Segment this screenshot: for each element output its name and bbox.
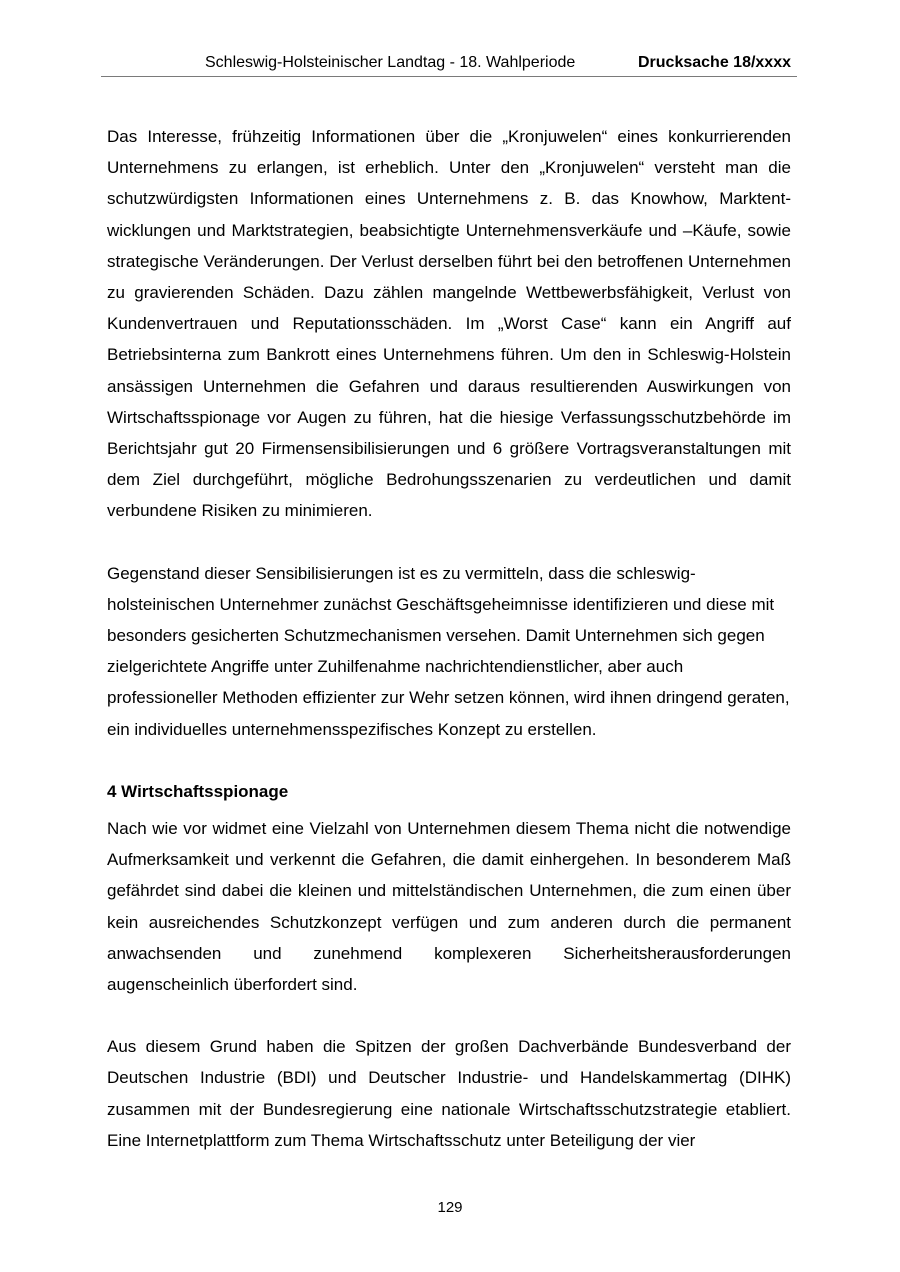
page-header xyxy=(101,50,797,77)
section-heading: 4 Wirtschaftsspionage xyxy=(107,781,289,801)
paragraph-crown-jewels: Das Interesse, frühzeitig Informationen über die „Kronjuwelen“ eines konkurrierenden Unternehmens zu erlangen, ist erheblich. Unter den „Kronjuwelen“ versteht man die schutzwürdigsten Informationen eines Unternehmens z. B. das Knowhow, Marktentwicklungen und Marktstrategien, beabsichtigte Unternehmensverkäufe und –Käufe, sowie strategische Veränderungen. Der Verlust derselben führt bei den betroffenen Unternehmen zu gravierenden Schäden. Dazu zählen mangelnde Wettbewerbsfähigkeit, Verlust von Kundenvertrauen und Reputationsschäden. Im „Worst Case“ kann ein Angriff auf Betriebsinterna zum Bankrott eines Unternehmens führen. Um den in Schleswig-Holstein ansässigen Unternehmen die Gefahren und daraus resultierenden Auswirkungen von Wirtschaftsspionage vor Augen zu führen, hat die hiesige Verfassungsschutzbehörde im Berichtsjahr gut 20 Firmensensibilisierungen und 6 größere Vortragsveranstaltungen mit dem Ziel durchgeführt, mögliche Bedrohungsszenarien zu verdeutlichen und damit verbundene Risiken zu minimieren. xyxy=(107,127,791,521)
paragraph-sensitization: Gegenstand dieser Sensibilisierungen ist es zu vermitteln, dass die schleswig-holsteinischen Unternehmer zunächst Geschäftsgeheimnisse identifizieren und diese mit besonders gesicherten Schutzmechanismen versehen. Damit Unternehmen sich gegen zielgerichtete Angriffe unter Zuhilfenahme nachrichtendienstlicher, aber auch professioneller Methoden effizienter zur Wehr setzen können, wird ihnen dringend geraten, ein individuelles unternehmensspezifisches Konzept zu erstellen. xyxy=(107,563,790,739)
header-title: Schleswig-Holsteinischer Landtag - 18. Wahlperiode xyxy=(205,54,576,71)
page-number: 129 xyxy=(437,1199,463,1216)
paragraph-economic-espionage: Nach wie vor widmet eine Vielzahl von Unternehmen diesem Thema nicht die notwendige Aufmerksamkeit und verkennt die Gefahren, die damit einhergehen. In besonderem Maß gefährdet sind dabei die kleinen und mittelständischen Unternehmen, die zum einen über kein ausreichendes Schutzkonzept verfügen und zum anderen durch die permanent anwachsenden und zunehmend komplexeren Sicherheitsherausforderungen augenscheinlich überfordert sind. xyxy=(107,819,791,995)
document-body xyxy=(107,121,791,1156)
paragraph-protection-strategy: Aus diesem Grund haben die Spitzen der großen Dachverbände Bundesverband der Deutschen Industrie (BDI) und Deutscher Industrie- und Handelskammertag (DIHK) zusammen mit der Bundesregierung eine nationale Wirtschaftsschutzstrategie etabliert. Eine Internetplattform zum Thema Wirtschaftsschutz unter Beteiligung der vier xyxy=(107,1037,791,1150)
header-document-number: Drucksache 18/xxxx xyxy=(638,54,791,71)
